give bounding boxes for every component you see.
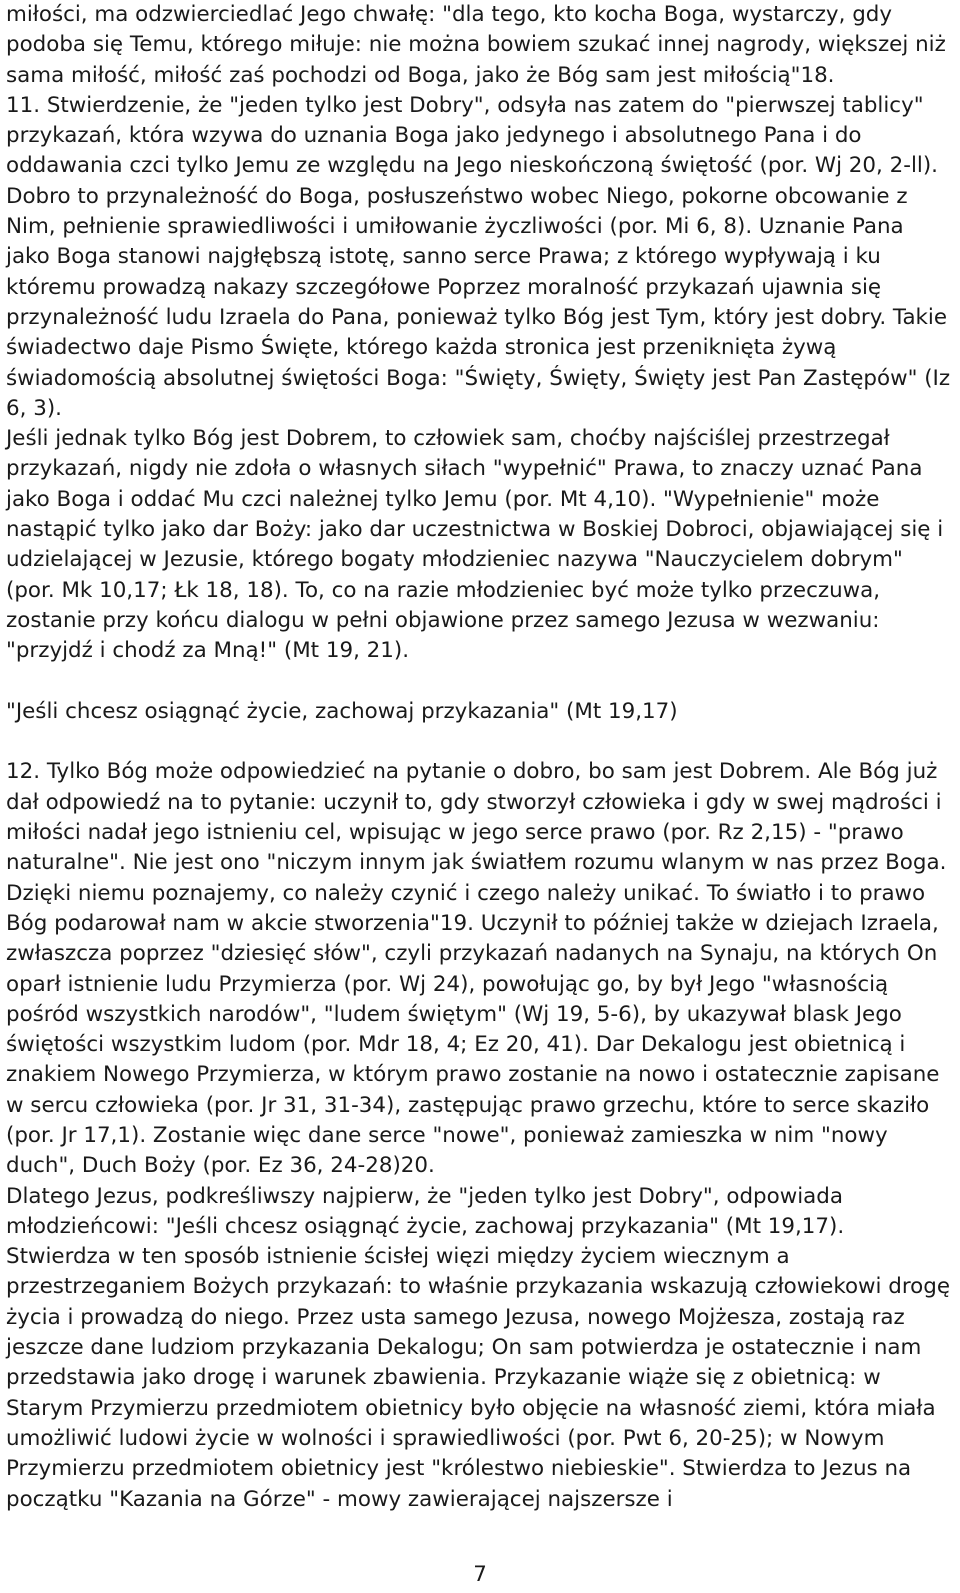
blank-line — [6, 727, 952, 757]
document-body — [6, 0, 952, 1515]
section-heading: "Jeśli chcesz osiągnąć życie, zachowaj przykazania" (Mt 19,17) — [6, 698, 678, 724]
blank-line — [6, 667, 952, 697]
paragraph-11-continued: Jeśli jednak tylko Bóg jest Dobrem, to człowiek sam, choćby najściślej przestrzegał przykazań, nigdy nie zdoła o własnych siłach "wypełnić" Prawa, to znaczy uznać Pana jako Boga i oddać Mu czci należnej tylko Jemu (por. Mt 4,10). "Wypełnienie" może nastąpić tylko jako dar Boży: jako dar uczestnictwa w Boskiej Dobroci, objawiającej się i udzielającej w Jezusie, którego bogaty młodzieniec nazywa "Nauczycielem dobrym" (por. Mk 10,17; Łk 18, 18). To, co na razie młodzieniec być może tylko przeczuwa, zostanie przy końcu dialogu w pełni objawione przez samego Jezusa w wezwaniu: "przyjdź i chodź za Mną!" (Mt 19, 21). — [6, 426, 944, 664]
paragraph-12: 12. Tylko Bóg może odpowiedzieć na pytanie o dobro, bo sam jest Dobrem. Ale Bóg już dał odpowiedź na to pytanie: uczynił to, gdy stworzył człowieka i gdy w swej mądrości i miłości nadał jego istnieniu cel, wpisując w jego serce prawo (por. Rz 2,15) - "prawo naturalne". Nie jest ono "niczym innym jak światłem rozumu wlanym w nas przez Boga. Dzięki niemu poznajemy, co należy czynić i czego należy unikać. To światło i to prawo Bóg podarował nam w akcie stworzenia"19. Uczynił to później także w dziejach Izraela, zwłaszcza poprzez "dziesięć słów", czyli przykazań nadanych na Synaju, na których On oparł istnienie ludu Przymierza (por. Wj 24), powołując go, by był Jego "własnością pośród wszystkich narodów", "ludem świętym" (Wj 19, 5-6), by ukazywał blask Jego świętości wszystkim ludom (por. Mdr 18, 4; Ez 20, 41). Dar Dekalogu jest obietnicą i znakiem Nowego Przymierza, w którym prawo zostanie na nowo i ostatecznie zapisane w sercu człowieka (por. Jr 31, 31-34), zastępując prawo grzechu, które to serce skaziło (por. Jr 17,1). Zostanie więc dane serce "nowe", ponieważ zamieszka w nim "nowy duch", Duch Boży (por. Ez 36, 24-28)20. — [6, 759, 947, 1179]
paragraph-12-continued: Dlatego Jezus, podkreśliwszy najpierw, że "jeden tylko jest Dobry", odpowiada młodzieńcowi: "Jeśli chcesz osiągnąć życie, zachowaj przykazania" (Mt 19,17). Stwierdza w ten sposób istnienie ścisłej więzi między życiem wiecznym a przestrzeganiem Bożych przykazań: to właśnie przykazania wskazują człowiekowi drogę życia i prowadzą do niego. Przez usta samego Jezusa, nowego Mojżesza, zostają raz jeszcze dane ludziom przykazania Dekalogu; On sam potwierdza je ostatecznie i nam przedstawia jako drogę i warunek zbawienia. Przykazanie wiąże się z obietnicą: w Starym Przymierzu przedmiotem obietnicy było objęcie na własność ziemi, która miała umożliwić ludowi życie w wolności i sprawiedliwości (por. Pwt 6, 20-25); w Nowym Przymierzu przedmiotem obietnicy jest "królestwo niebieskie". Stwierdza to Jezus na początku "Kazania na Górze" - mowy zawierającej najszersze i — [6, 1183, 951, 1512]
page-number: 7 — [473, 1562, 487, 1587]
paragraph-11: 11. Stwierdzenie, że "jeden tylko jest Dobry", odsyła nas zatem do "pierwszej tablicy" przykazań, która wzywa do uznania Boga jako jedynego i absolutnego Pana i do oddawania czci tylko Jemu ze względu na Jego nieskończoną świętość (por. Wj 20, 2-ll). Dobro to przynależność do Boga, posłuszeństwo wobec Niego, pokorne obcowanie z Nim, pełnienie sprawiedliwości i umiłowanie życzliwości (por. Mi 6, 8). Uznanie Pana jako Boga stanowi najgłębszą istotę, sanno serce Prawa; z którego wypływają i ku któremu prowadzą nakazy szczegółowe Poprzez moralność przykazań ujawnia się przynależność ludu Izraela do Pana, ponieważ tylko Bóg jest Tym, który jest dobry. Takie świadectwo daje Pismo Święte, którego każda stronica jest przeniknięta żywą świadomością absolutnej świętości Boga: "Święty, Święty, Święty jest Pan Zastępów" (Iz 6, 3). — [6, 92, 951, 421]
paragraph-continuation: miłości, ma odzwierciedlać Jego chwałę: "dla tego, kto kocha Boga, wystarczy, gdy podoba się Temu, którego miłuje: nie można bowiem szukać innej nagrody, większej niż sama miłość, miłość zaś pochodzi od Boga, jako że Bóg sam jest miłością"18. — [6, 2, 946, 88]
